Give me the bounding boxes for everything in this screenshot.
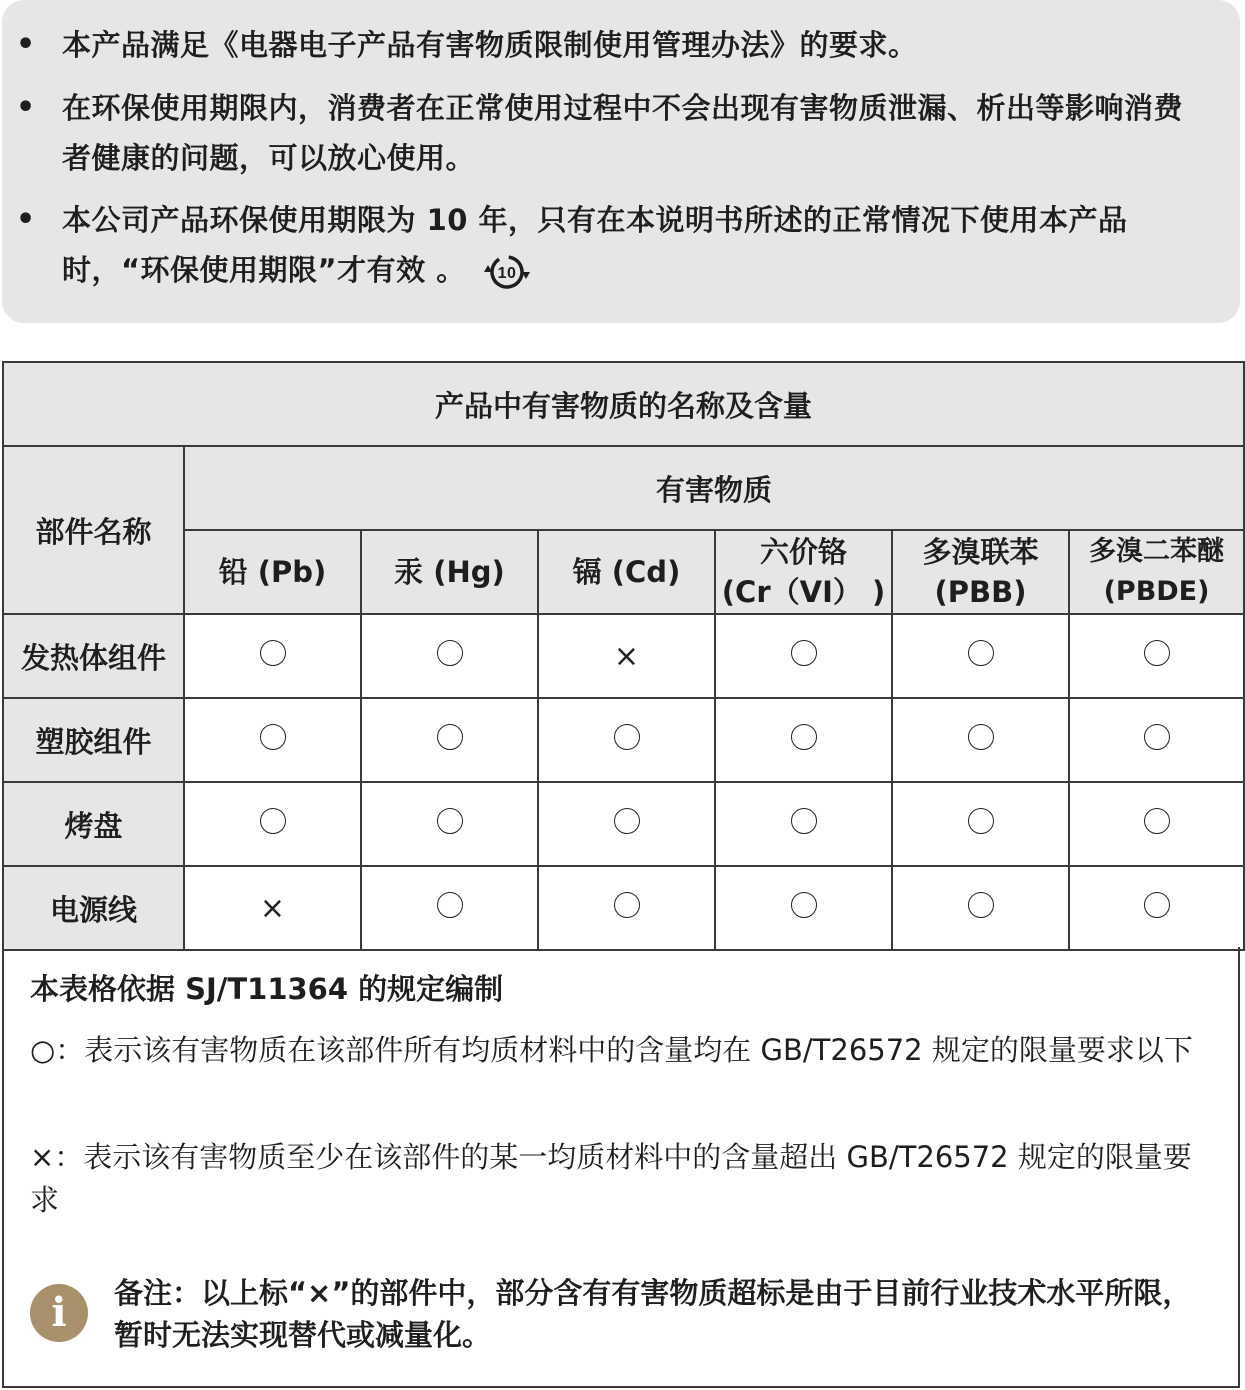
environmental-period-10-icon — [482, 253, 532, 291]
part-name-cell: 发热体组件 — [3, 614, 184, 698]
remark-text: 备注：以上标“×”的部件中，部分含有有害物质超标是由于目前行业技术水平所限，暂时无法实现替代或减量化。 — [114, 1276, 1192, 1352]
exceeds-cross-mark: × — [259, 890, 286, 926]
compliant-circle-mark — [1144, 640, 1170, 666]
notes-section — [2, 947, 1240, 1388]
cross-definition: ×：表示该有害物质至少在该部件的某一均质材料中的含量超出 GB/T26572 规定的限量要求 — [30, 1140, 1192, 1217]
circle-definition: ○：表示该有害物质在该部件所有均质材料中的含量均在 GB/T26572 规定的限量要求以下 — [30, 1033, 1193, 1067]
exceeds-cross-mark: × — [613, 638, 640, 674]
substance-mark-cell — [184, 698, 361, 782]
bullet-dot: • — [16, 90, 36, 125]
part-name-cell: 烤盘 — [3, 782, 184, 866]
substance-header: 镉 (Cd) — [538, 530, 715, 614]
substance-mark-cell — [538, 866, 715, 950]
part-name-cell: 电源线 — [3, 866, 184, 950]
hazardous-substances-table — [2, 361, 1245, 951]
substance-mark-cell — [715, 614, 892, 698]
compliant-circle-mark — [260, 808, 286, 834]
compliant-circle-mark — [614, 892, 640, 918]
substance-header: 汞 (Hg) — [361, 530, 538, 614]
substance-mark-cell — [361, 866, 538, 950]
compliant-circle-mark — [260, 640, 286, 666]
compliant-circle-mark — [791, 808, 817, 834]
substance-group-header: 有害物质 — [184, 446, 1244, 530]
table-row — [3, 782, 1244, 866]
info-icon: i — [30, 1284, 88, 1342]
substance-mark-cell — [715, 698, 892, 782]
part-name-header: 部件名称 — [3, 446, 184, 614]
substance-mark-cell — [892, 614, 1069, 698]
bullet-dot: • — [16, 202, 36, 237]
compliant-circle-mark — [968, 808, 994, 834]
substance-mark-cell — [184, 866, 361, 950]
compliant-circle-mark — [437, 640, 463, 666]
compliant-circle-mark — [968, 724, 994, 750]
compliant-circle-mark — [1144, 892, 1170, 918]
substance-mark-cell — [892, 866, 1069, 950]
substance-mark-cell — [361, 782, 538, 866]
compliant-circle-mark — [614, 808, 640, 834]
substance-mark-cell — [538, 698, 715, 782]
compliant-circle-mark — [437, 724, 463, 750]
substance-mark-cell — [184, 614, 361, 698]
substance-mark-cell — [1069, 782, 1244, 866]
compliant-circle-mark — [791, 892, 817, 918]
standard-basis-note: 本表格依据 SJ/T11364 的规定编制 — [30, 972, 504, 1006]
info-box — [2, 0, 1240, 323]
substance-mark-cell — [715, 782, 892, 866]
substance-mark-cell — [361, 698, 538, 782]
substance-mark-cell — [892, 698, 1069, 782]
compliant-circle-mark — [1144, 808, 1170, 834]
compliant-circle-mark — [791, 724, 817, 750]
compliant-circle-mark — [791, 640, 817, 666]
bullet-text-1: 本产品满足《电器电子产品有害物质限制使用管理办法》的要求。 — [62, 28, 918, 62]
substance-mark-cell — [538, 614, 715, 698]
compliant-circle-mark — [1144, 724, 1170, 750]
table-row — [3, 614, 1244, 698]
bullet-dot: • — [16, 27, 36, 62]
substance-mark-cell — [1069, 698, 1244, 782]
bullet-text-3: 本公司产品环保使用期限为 10 年，只有在本说明书所述的正常情况下使用本产品时，“环保使用期限”才有效 。 — [62, 203, 1128, 287]
substance-mark-cell — [361, 614, 538, 698]
table-title: 产品中有害物质的名称及含量 — [3, 362, 1244, 446]
substance-mark-cell — [1069, 866, 1244, 950]
bullet-text-2: 在环保使用期限内，消费者在正常使用过程中不会出现有害物质泄漏、析出等影响消费者健康的问题，可以放心使用。 — [62, 91, 1184, 175]
epup-icon-number: 10 — [497, 265, 517, 282]
substance-mark-cell — [184, 782, 361, 866]
substance-mark-cell — [892, 782, 1069, 866]
compliant-circle-mark — [437, 808, 463, 834]
compliant-circle-mark — [614, 724, 640, 750]
substance-mark-cell — [715, 866, 892, 950]
substance-mark-cell — [1069, 614, 1244, 698]
substance-mark-cell — [538, 782, 715, 866]
part-name-cell: 塑胶组件 — [3, 698, 184, 782]
compliant-circle-mark — [437, 892, 463, 918]
bullet-text-3-wrap — [62, 195, 1212, 295]
compliant-circle-mark — [260, 724, 286, 750]
table-row — [3, 698, 1244, 782]
compliant-circle-mark — [968, 892, 994, 918]
substance-header: 六价铬 (Cr（VI） ) — [715, 530, 892, 614]
compliant-circle-mark — [968, 640, 994, 666]
substance-header: 多溴联苯 (PBB) — [892, 530, 1069, 614]
substance-header: 铅 (Pb) — [184, 530, 361, 614]
substance-header: 多溴二苯醚 (PBDE) — [1069, 530, 1244, 614]
table-row — [3, 866, 1244, 950]
